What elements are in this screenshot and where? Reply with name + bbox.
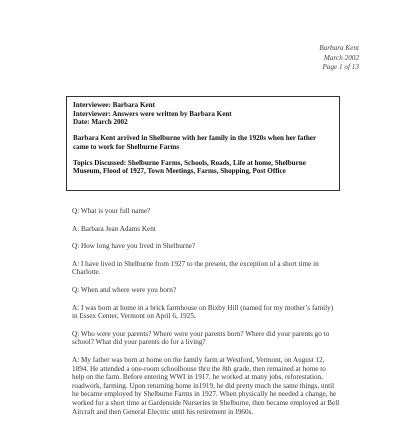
answer-parents: A: My father was born at home on the family farm at Westford, Vermont, on August 12, 1894. He attended a one-room schoolhouse thru the 8th grade, then remained at home to help on the farm. Before entering WWI in 1917, he worked at many jobs, reforestation, roadwork, farming. Upon returning home in1919, he did pretty much the same things, until he became employed by Shelburne Farms in 1927. When physically he needed a change, he worked for a short time at Gardenside Nurseries in Shelburne, then became employed at Bell Aircraft and then General Electric until his retirement in I960s. — [72, 355, 340, 416]
answer-full-name: A: Barbara Jean Adams Kent — [72, 224, 156, 233]
header-page-number: Page 1 of 13 — [322, 63, 359, 72]
question-how-long: Q: How long have you lived in Shelburne? — [72, 242, 196, 251]
interviewee-line: Interviewee: Barbara Kent — [73, 101, 155, 109]
interviewer-line: Interviewer: Answers were written by Barbara Kent — [73, 109, 232, 118]
date-line: Date: March 2002 — [73, 118, 128, 127]
question-born: Q: When and where were you born? — [72, 285, 177, 294]
header-name: Barbara Kent — [319, 44, 359, 52]
summary-description: Barbara Kent arrived in Shelburne with her family in the 1920s when her father came to work for Shelburne Farms — [73, 134, 316, 151]
question-parents: Q: Who were your parents? Where were your parents born? Where did your parents go to school? What did your parents do for a living? — [72, 329, 330, 347]
answer-how-long: A: I have lived in Shelburne from 1927 to the present, the exception of a short time in Charlotte. — [72, 259, 319, 277]
answer-born: A: I was born at home in a brick farmhouse on Bixby Hill (named for my mother’s family) in Essex Center, Vermont on April 6, 1925. — [72, 303, 334, 321]
question-full-name: Q: What is your full name? — [72, 207, 151, 215]
page-header — [239, 44, 359, 73]
interview-summary-box — [66, 96, 340, 191]
topics-discussed: Topics Discussed: Shelburne Farms, Schools, Roads, Life at home, Shelburne Museum, Flood of 1927, Town Meetings, Farms, Shopping, Post Office — [73, 158, 306, 176]
interview-content — [72, 207, 340, 425]
header-date: March 2002 — [323, 53, 359, 62]
